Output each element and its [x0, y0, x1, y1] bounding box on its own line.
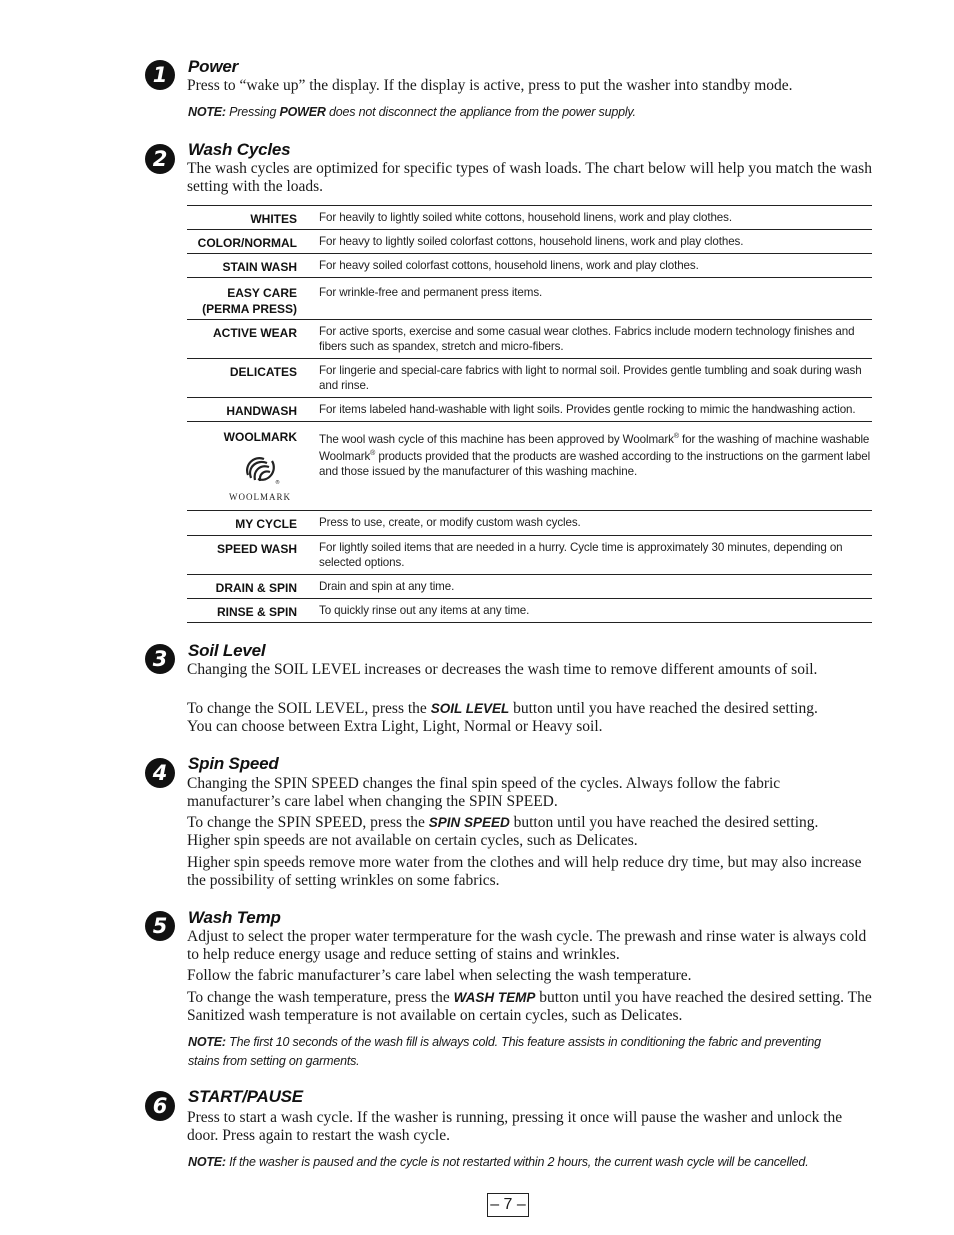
svg-text:®: ®	[275, 480, 280, 486]
section-title: Wash Cycles	[188, 140, 291, 159]
cycle-name: DRAIN & SPIN	[215, 581, 297, 595]
cycle-name: COLOR/NORMAL	[197, 236, 297, 250]
cycle-description: For heavily to lightly soiled white cottons, household linens, work and play clothes.	[319, 211, 732, 224]
section-paragraph: Follow the fabric manufacturer’s care label when selecting the wash temperature.	[187, 967, 692, 984]
note: NOTE: The first 10 seconds of the wash fill is always cold. This feature assists in conditioning the fabric and preventing stains from setting on garments.	[188, 1035, 821, 1068]
step-number-badge: 6	[145, 1091, 175, 1121]
section-paragraph: Higher spin speeds remove more water from the clothes and will help reduce dry time, but may also increase the possibility of setting wrinkles on some fabrics.	[187, 854, 862, 889]
table-row	[187, 536, 872, 575]
table-row	[187, 206, 872, 230]
cycle-description: For lightly soiled items that are needed in a hurry. Cycle time is approximately 30 minutes, depending on selected options.	[319, 541, 843, 569]
table-row	[187, 254, 872, 278]
cycle-name: STAIN WASH	[222, 260, 297, 274]
section-paragraph: To change the SPIN SPEED, press the SPIN SPEED button until you have reached the desired setting. Higher spin speeds are not available on certain cycles, such as Delicates.	[187, 814, 819, 849]
section-paragraph: Press to “wake up” the display. If the display is active, press to put the washer into standby mode.	[187, 77, 793, 94]
cycle-name: WHITES	[250, 212, 297, 226]
woolmark-icon	[240, 451, 280, 487]
cycle-description: For wrinkle-free and permanent press items.	[319, 286, 543, 299]
cycle-description: For heavy to lightly soiled colorfast cottons, household linens, work and play clothes.	[319, 235, 744, 248]
page-number: – 7 –	[487, 1193, 529, 1217]
step-number-badge: 5	[145, 911, 175, 941]
cycle-name: DELICATES	[229, 365, 297, 379]
section-paragraph: Changing the SOIL LEVEL increases or decreases the wash time to remove different amounts of soil.	[187, 661, 818, 678]
section-title: Spin Speed	[188, 754, 279, 773]
table-row	[187, 230, 872, 254]
cycle-name: RINSE & SPIN	[216, 605, 297, 619]
cycle-description: For heavy soiled colorfast cottons, household linens, work and play clothes.	[319, 259, 699, 272]
cycle-name: MY CYCLE	[235, 517, 297, 531]
section-paragraph: Changing the SPIN SPEED changes the final spin speed of the cycles. Always follow the fabric manufacturer’s care label when changing the SPIN SPEED.	[187, 775, 781, 810]
step-number-badge: 2	[145, 144, 175, 174]
cycle-description: Press to use, create, or modify custom wash cycles.	[319, 516, 581, 529]
table-row	[187, 320, 872, 359]
cycle-description: To quickly rinse out any items at any time.	[319, 604, 530, 617]
section-title: START/PAUSE	[188, 1087, 303, 1106]
wash-cycles-table	[187, 205, 872, 623]
table-row	[187, 422, 872, 511]
section-paragraph: The wash cycles are optimized for specific types of wash loads. The chart below will help you match the wash setting with the loads.	[187, 160, 872, 195]
table-row	[187, 278, 872, 320]
cycle-description: Drain and spin at any time.	[319, 580, 455, 593]
cycle-description: For active sports, exercise and some casual wear clothes. Fabrics include modern technology finishes and fibers such as spandex, stretch and micro-fibers.	[319, 325, 855, 353]
step-number-badge: 1	[145, 60, 175, 90]
step-number-badge: 4	[145, 758, 175, 788]
section-paragraph: Adjust to select the proper water termperature for the wash cycle. The prewash and rinse water is always cold to help reduce energy usage and reduce setting of stains and wrinkles.	[187, 928, 867, 963]
table-row	[187, 575, 872, 599]
table-row	[187, 599, 872, 623]
note: NOTE: Pressing POWER does not disconnect the appliance from the power supply.	[188, 105, 636, 119]
table-row	[187, 511, 872, 536]
cycle-description: For items labeled hand-washable with light soils. Provides gentle rocking to mimic the handwashing action.	[319, 403, 856, 416]
section-title: Soil Level	[188, 641, 266, 660]
woolmark-logo	[225, 451, 295, 502]
table-row	[187, 359, 872, 398]
section-paragraph: To change the wash temperature, press the WASH TEMP button until you have reached the desired setting. The Sanitized wash temperature is not available on certain cycles, such as Delicates.	[187, 989, 872, 1024]
cycle-name: EASY CARE (PERMA PRESS)	[202, 286, 297, 316]
cycle-description: The wool wash cycle of this machine has been approved by Woolmark® for the washing of machine washable Woolmark® products provided that the products are washed according to the instructions on the garment label and those issued by the manufacturer of this washing machine.	[319, 432, 871, 478]
cycle-name: WOOLMARK	[223, 430, 297, 444]
step-number-badge: 3	[145, 644, 175, 674]
table-row	[187, 398, 872, 422]
section-paragraph: Press to start a wash cycle. If the washer is running, pressing it once will pause the washer and unlock the door. Press again to restart the wash cycle.	[187, 1109, 843, 1144]
section-paragraph: To change the SOIL LEVEL, press the SOIL LEVEL button until you have reached the desired setting. You can choose between Extra Light, Light, Normal or Heavy soil.	[187, 700, 818, 735]
cycle-name: SPEED WASH	[216, 542, 297, 556]
note: NOTE: If the washer is paused and the cycle is not restarted within 2 hours, the current wash cycle will be cancelled.	[188, 1155, 809, 1169]
section-title: Power	[188, 57, 239, 76]
cycle-description: For lingerie and special-care fabrics with light to normal soil. Provides gentle tumbling and soak during wash and rinse.	[319, 364, 862, 392]
woolmark-logo-text: WOOLMARK	[229, 492, 291, 502]
section-title: Wash Temp	[188, 908, 281, 927]
cycle-name: HANDWASH	[226, 404, 297, 418]
cycle-name: ACTIVE WEAR	[213, 326, 297, 340]
